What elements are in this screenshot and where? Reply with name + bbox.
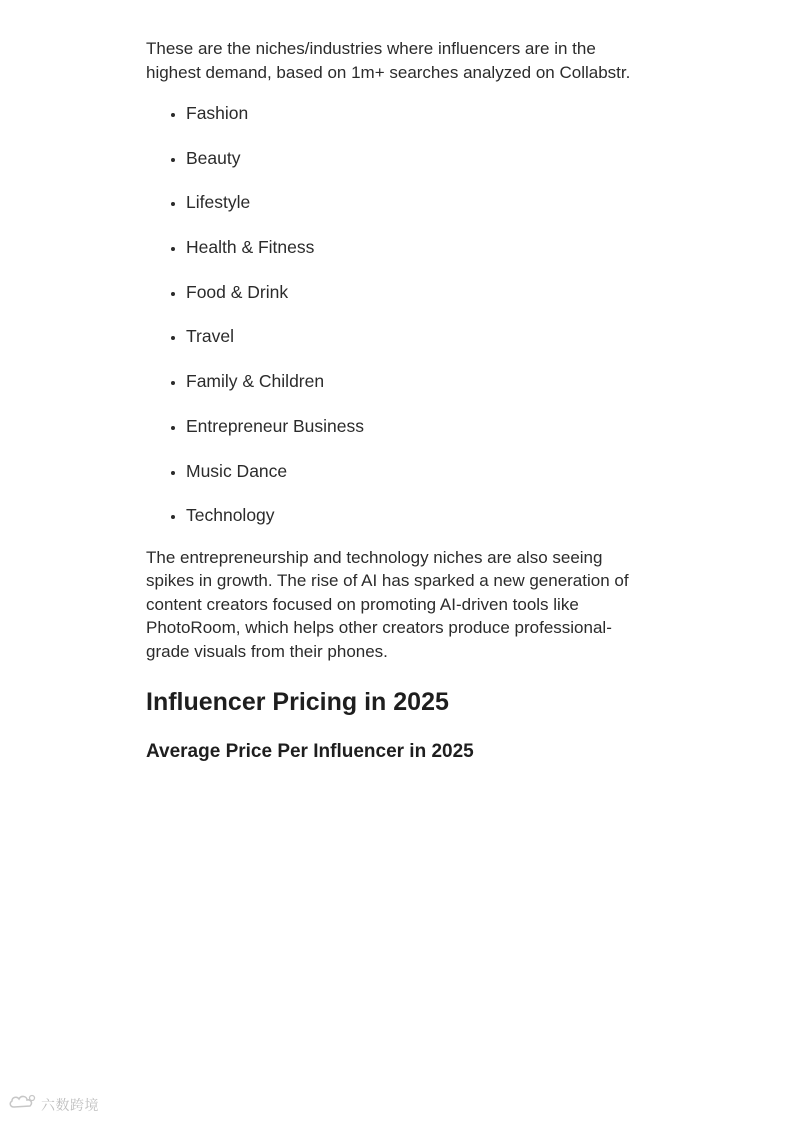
list-item: • Health & Fitness: [186, 236, 646, 259]
list-item: • Lifestyle: [186, 191, 646, 214]
list-item: • Technology: [186, 504, 646, 527]
article-content: [146, 37, 646, 764]
list-item: • Family & Children: [186, 370, 646, 393]
subsection-heading: Average Price Per Influencer in 2025: [146, 741, 474, 763]
cloud-logo-icon: [8, 1093, 38, 1116]
list-item: • Music Dance: [186, 460, 646, 483]
growth-paragraph: The entrepreneurship and technology niches are also seeing spikes in growth. The rise of AI has sparked a new generation of content creators focused on promoting AI-driven tools like PhotoRoom, which helps other creators produce professional-grade visuals from their phones.: [146, 547, 629, 661]
list-item: • Beauty: [186, 147, 646, 170]
watermark: [8, 1093, 99, 1116]
list-item: • Travel: [186, 325, 646, 348]
list-item: • Entrepreneur Business: [186, 415, 646, 438]
list-item: • Fashion: [186, 102, 646, 125]
list-item: • Food & Drink: [186, 281, 646, 304]
intro-paragraph: These are the niches/industries where influencers are in the highest demand, based on 1m+ searches analyzed on Collabstr.: [146, 39, 631, 82]
section-heading: Influencer Pricing in 2025: [146, 688, 449, 717]
niche-list: [146, 102, 646, 527]
watermark-text: 六数跨境: [41, 1097, 99, 1114]
